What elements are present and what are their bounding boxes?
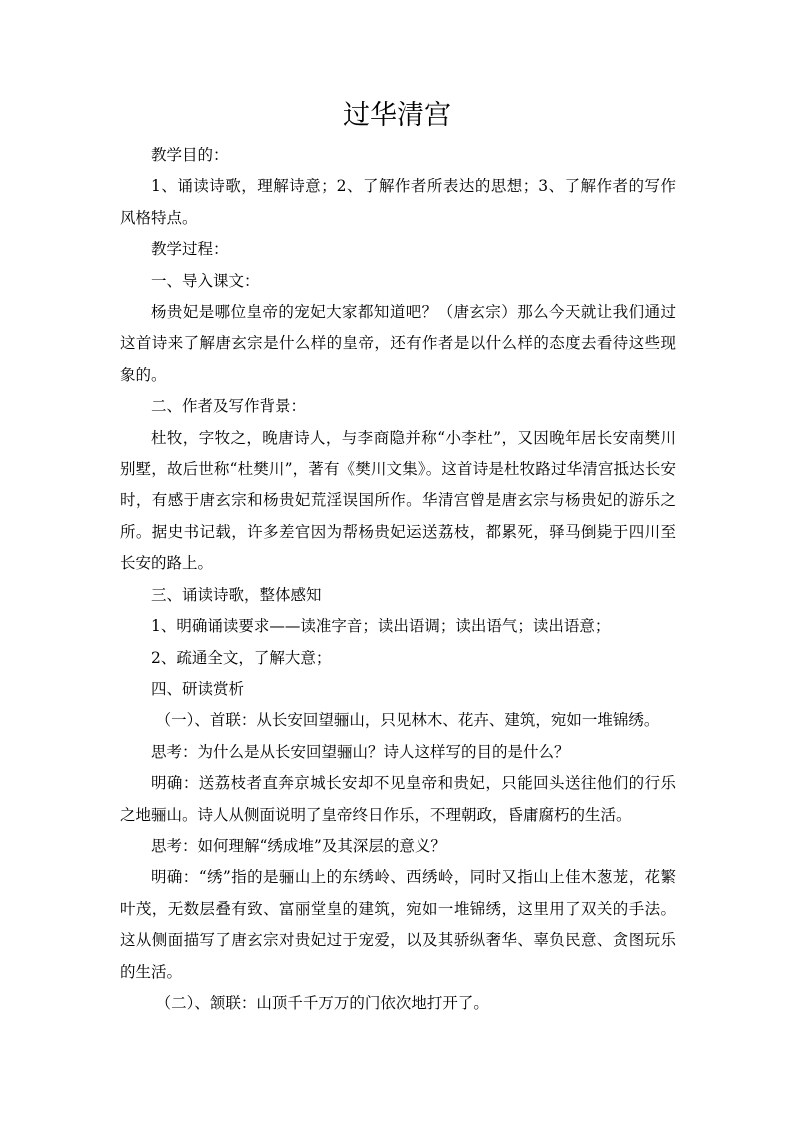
paragraph-understand-meaning: 2、疏通全文，了解大意； [151,648,332,667]
paragraph-author-text: 杜牧，字牧之，晚唐诗人，与李商隐并称“小李杜”，又因晚年居长安南樊川别墅，故后世称“杜樊川”，著有《樊川文集》。这首诗是杜牧路过华清宫抵达长安时，有感于唐玄宗和杨贵妃荒淫误国所作。华清宫曾是唐玄宗与杨贵妃的游乐之所。据史书记载，许多差官因为帮杨贵妃运送荔枝，都累死，驿马倒毙于四川至长安的路上。 [120,428,676,573]
paragraph-section-intro-heading: 一、导入课文： [151,271,260,290]
paragraph-question-1: 思考：为什么是从长安回望骊山？诗人这样写的目的是什么？ [151,742,570,761]
paragraph-intro-text: 杨贵妃是哪位皇帝的宠妃大家都知道吧？（唐玄宗）那么今天就让我们通过这首诗来了解唐玄宗是什么样的皇帝，还有作者是以什么样的态度去看待这些现象的。 [120,303,676,384]
paragraph-question-2: 思考：如何理解“绣成堆”及其深层的意义？ [151,836,446,855]
paragraph-first-couplet: （一）、首联：从长安回望骊山，只见林木、花卉、建筑，宛如一堆锦绣。 [155,711,660,730]
paragraph-reading-requirements: 1、明确诵读要求——读准字音；读出语调；读出语气；读出语意； [151,617,611,636]
paragraph-section-reading-heading: 三、诵读诗歌，整体感知 [151,585,322,604]
paragraph-teaching-goal-heading: 教学目的： [151,146,229,164]
document-body [120,140,676,1019]
paragraph-teaching-process-heading: 教学过程： [151,240,229,259]
page-title: 过华清宫 [343,100,451,131]
paragraph-answer-1: 明确：送荔枝者直奔京城长安却不见皇帝和贵妃，只能回头送往他们的行乐之地骊山。诗人从侧面说明了皇帝终日作乐，不理朝政，昏庸腐朽的生活。 [120,774,676,824]
paragraph-teaching-goals: 1、诵读诗歌，理解诗意；2、了解作者所表达的思想；3、了解作者的写作风格特点。 [120,177,676,227]
paragraph-section-author-heading: 二、作者及写作背景： [151,397,307,416]
paragraph-answer-2: 明确：“绣”指的是骊山上的东绣岭、西绣岭，同时又指山上佳木葱茏，花繁叶茂，无数层叠有致、富丽堂皇的建筑，宛如一堆锦绣，这里用了双关的手法。这从侧面描写了唐玄宗对贵妃过于宠爱，以及其骄纵奢华、辜负民意、贪图玩乐的生活。 [120,868,676,981]
paragraph-second-couplet: （二）、颔联：山顶千千万万的门依次地打开了。 [155,993,489,1012]
paragraph-section-analysis-heading: 四、研读赏析 [151,679,245,698]
